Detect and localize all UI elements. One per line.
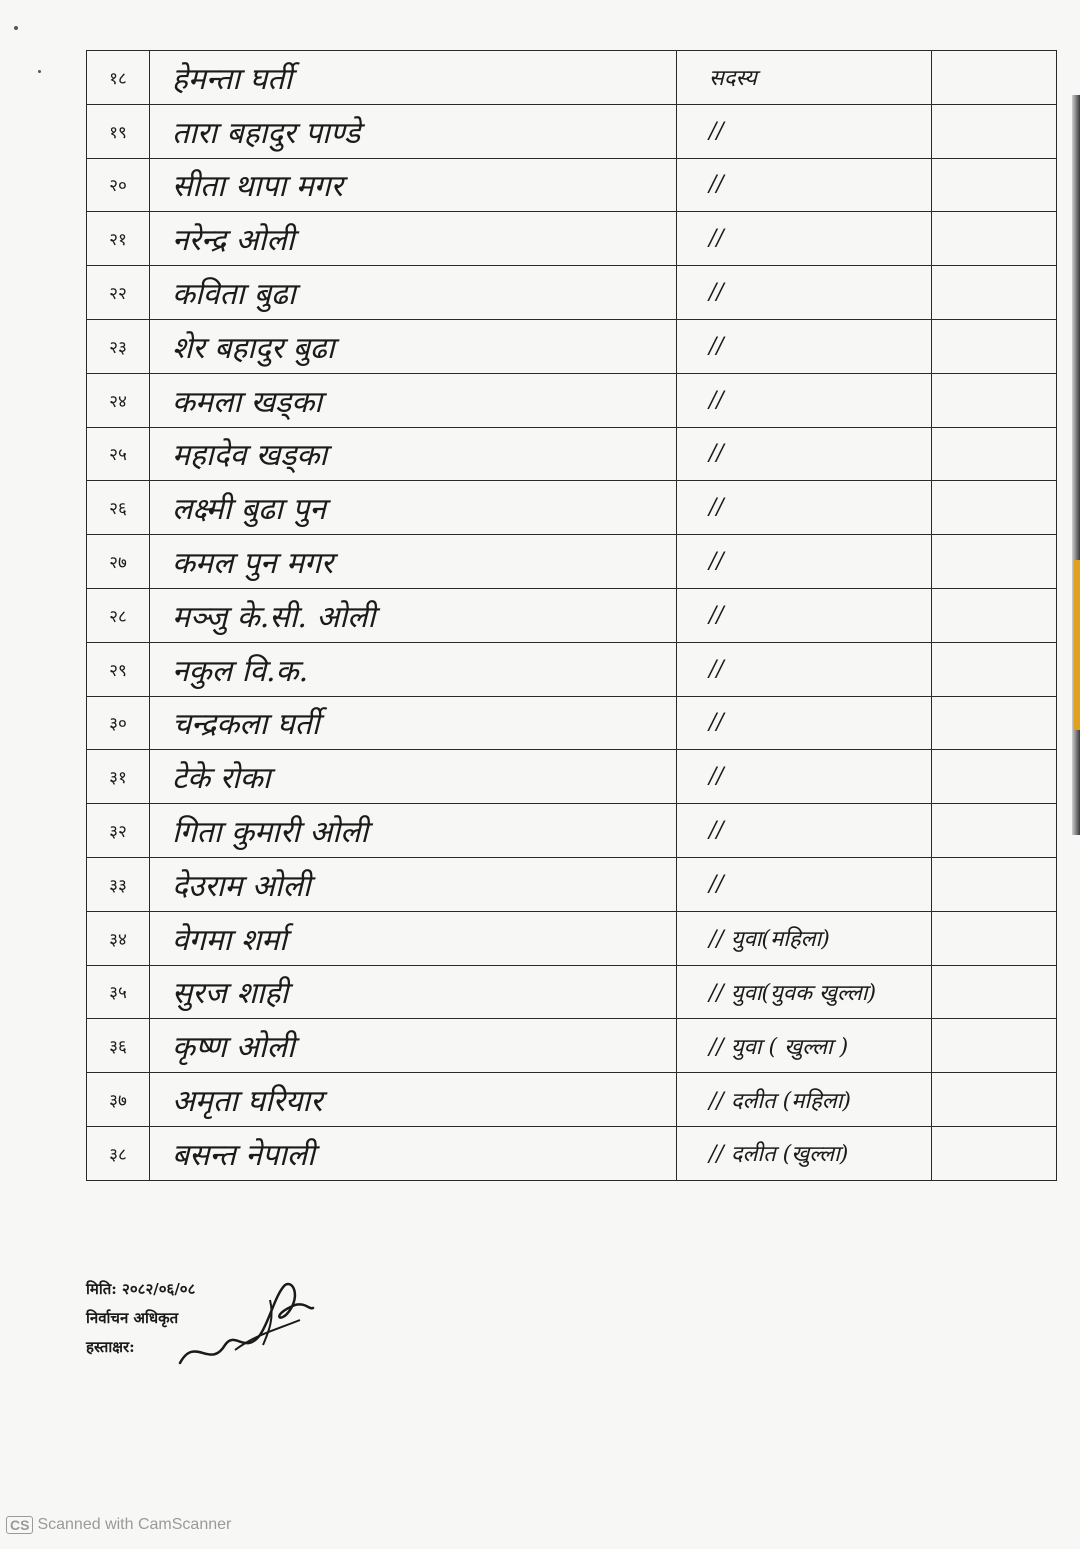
- table-row: [87, 857, 1057, 911]
- row-number: २४: [87, 373, 150, 427]
- table-row: [87, 427, 1057, 481]
- empty-cell: [932, 804, 1057, 858]
- table-row: [87, 535, 1057, 589]
- row-number: २६: [87, 481, 150, 535]
- member-position: //: [677, 212, 932, 266]
- member-name: सुरज शाही: [150, 965, 677, 1019]
- table-row: [87, 158, 1057, 212]
- row-number: २९: [87, 642, 150, 696]
- member-name: शेर बहादुर बुढा: [150, 319, 677, 373]
- empty-cell: [932, 158, 1057, 212]
- member-position: // युवा(महिला): [677, 911, 932, 965]
- member-name: टेके रोका: [150, 750, 677, 804]
- member-position: //: [677, 696, 932, 750]
- empty-cell: [932, 965, 1057, 1019]
- table-row: [87, 642, 1057, 696]
- row-number: २८: [87, 588, 150, 642]
- table-row: [87, 266, 1057, 320]
- row-number: ३६: [87, 1019, 150, 1073]
- row-number: १८: [87, 51, 150, 105]
- row-number: ३१: [87, 750, 150, 804]
- member-position: //: [677, 158, 932, 212]
- row-number: ३०: [87, 696, 150, 750]
- table-row: [87, 51, 1057, 105]
- member-position: //: [677, 642, 932, 696]
- member-name: चन्द्रकला घर्ती: [150, 696, 677, 750]
- scan-speck: [38, 70, 41, 73]
- empty-cell: [932, 1126, 1057, 1180]
- empty-cell: [932, 427, 1057, 481]
- row-number: १९: [87, 104, 150, 158]
- row-number: ३३: [87, 857, 150, 911]
- table-row: [87, 481, 1057, 535]
- member-roster-table: [86, 50, 1057, 1181]
- empty-cell: [932, 535, 1057, 589]
- camscanner-text: Scanned with CamScanner: [37, 1516, 232, 1533]
- table-row: [87, 1126, 1057, 1180]
- row-number: २३: [87, 319, 150, 373]
- footer-date: मिति: २०८२/०६/०८: [86, 1280, 196, 1298]
- empty-cell: [932, 51, 1057, 105]
- table-row: [87, 104, 1057, 158]
- member-position: //: [677, 373, 932, 427]
- signature-scribble-icon: [175, 1275, 325, 1375]
- row-number: २०: [87, 158, 150, 212]
- row-number: ३२: [87, 804, 150, 858]
- row-number: २५: [87, 427, 150, 481]
- footer-signature-label: हस्ताक्षर:: [86, 1338, 135, 1356]
- row-number: २१: [87, 212, 150, 266]
- empty-cell: [932, 1073, 1057, 1127]
- row-number: ३८: [87, 1126, 150, 1180]
- camscanner-watermark: [6, 1516, 231, 1534]
- table-row: [87, 1073, 1057, 1127]
- footer-officer: निर्वाचन अधिकृत: [86, 1309, 179, 1327]
- empty-cell: [932, 911, 1057, 965]
- member-position: //: [677, 481, 932, 535]
- roster-body: [87, 51, 1057, 1181]
- member-position: सदस्य: [677, 51, 932, 105]
- table-row: [87, 911, 1057, 965]
- member-name: बसन्त नेपाली: [150, 1126, 677, 1180]
- table-row: [87, 212, 1057, 266]
- member-position: //: [677, 535, 932, 589]
- empty-cell: [932, 212, 1057, 266]
- member-position: // दलीत (खुल्ला): [677, 1126, 932, 1180]
- empty-cell: [932, 481, 1057, 535]
- member-name: नरेन्द्र ओली: [150, 212, 677, 266]
- member-position: // युवा ( खुल्ला ): [677, 1019, 932, 1073]
- table-row: [87, 696, 1057, 750]
- row-number: ३७: [87, 1073, 150, 1127]
- member-position: //: [677, 319, 932, 373]
- member-position: //: [677, 588, 932, 642]
- empty-cell: [932, 319, 1057, 373]
- member-name: महादेव खड्का: [150, 427, 677, 481]
- empty-cell: [932, 696, 1057, 750]
- table-row: [87, 1019, 1057, 1073]
- empty-cell: [932, 104, 1057, 158]
- member-name: हेमन्ता घर्ती: [150, 51, 677, 105]
- empty-cell: [932, 750, 1057, 804]
- row-number: २२: [87, 266, 150, 320]
- member-name: गिता कुमारी ओली: [150, 804, 677, 858]
- member-position: // युवा(युवक खुल्ला): [677, 965, 932, 1019]
- member-name: देउराम ओली: [150, 857, 677, 911]
- empty-cell: [932, 588, 1057, 642]
- member-name: कमला खड्का: [150, 373, 677, 427]
- row-number: ३५: [87, 965, 150, 1019]
- empty-cell: [932, 857, 1057, 911]
- member-position: //: [677, 104, 932, 158]
- table-row: [87, 373, 1057, 427]
- member-name: कमल पुन मगर: [150, 535, 677, 589]
- empty-cell: [932, 1019, 1057, 1073]
- member-position: //: [677, 427, 932, 481]
- member-name: कृष्ण ओली: [150, 1019, 677, 1073]
- member-name: सीता थापा मगर: [150, 158, 677, 212]
- table-row: [87, 588, 1057, 642]
- empty-cell: [932, 373, 1057, 427]
- member-name: अमृता घरियार: [150, 1073, 677, 1127]
- empty-cell: [932, 266, 1057, 320]
- member-position: //: [677, 266, 932, 320]
- scan-speck: [14, 26, 18, 30]
- member-position: // दलीत (महिला): [677, 1073, 932, 1127]
- member-position: //: [677, 804, 932, 858]
- member-name: तारा बहादुर पाण्डे: [150, 104, 677, 158]
- row-number: २७: [87, 535, 150, 589]
- member-name: कविता बुढा: [150, 266, 677, 320]
- table-row: [87, 750, 1057, 804]
- member-name: वेगमा शर्मा: [150, 911, 677, 965]
- row-number: ३४: [87, 911, 150, 965]
- member-name: लक्ष्मी बुढा पुन: [150, 481, 677, 535]
- member-position: //: [677, 857, 932, 911]
- empty-cell: [932, 642, 1057, 696]
- member-name: मञ्जु के.सी. ओली: [150, 588, 677, 642]
- table-row: [87, 965, 1057, 1019]
- member-position: //: [677, 750, 932, 804]
- camscanner-logo-icon: CS: [6, 1516, 33, 1534]
- member-name: नकुल वि.क.: [150, 642, 677, 696]
- table-row: [87, 319, 1057, 373]
- page-edge-highlight: [1074, 560, 1080, 730]
- table-row: [87, 804, 1057, 858]
